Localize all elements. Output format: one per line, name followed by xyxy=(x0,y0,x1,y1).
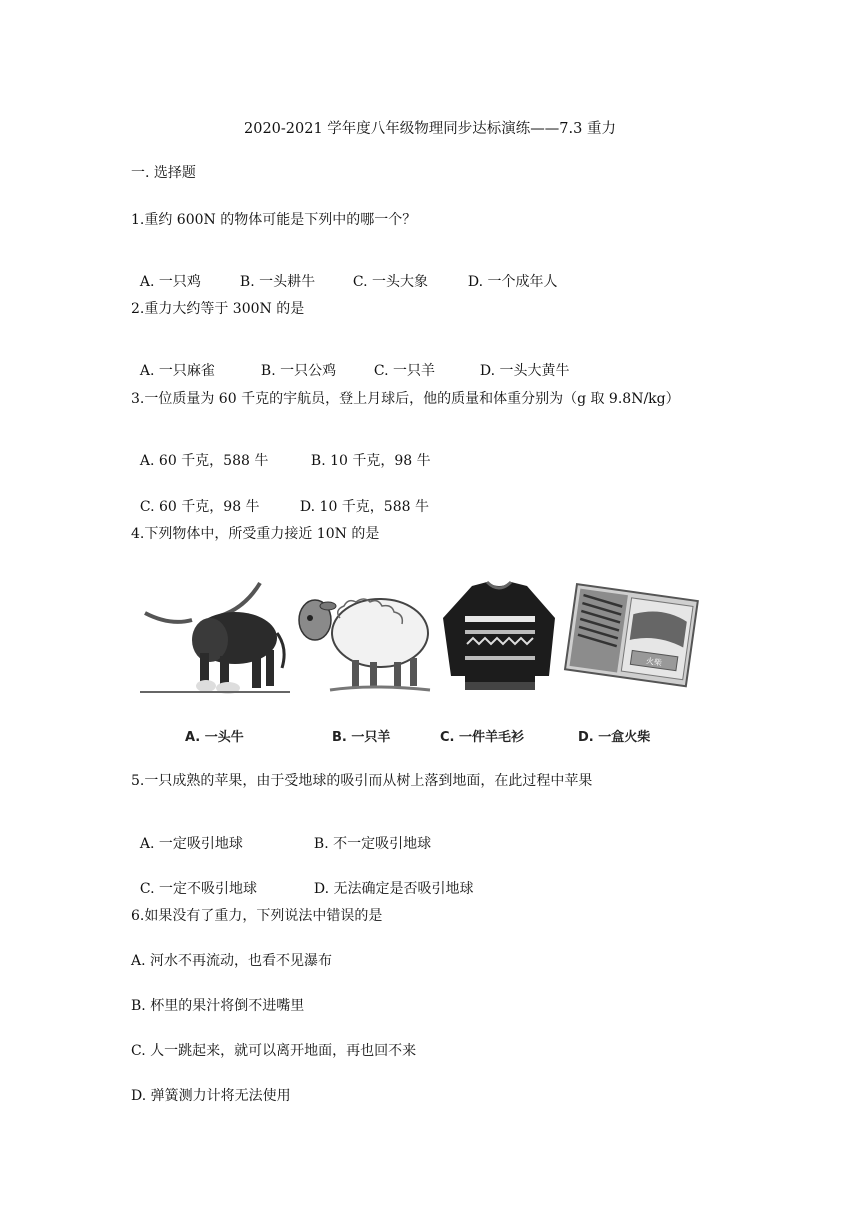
option-c: C. 一定不吸引地球 xyxy=(139,881,258,897)
caption-c: C. 一件羊毛衫 xyxy=(440,730,525,745)
caption-d: D. 一盒火柴 xyxy=(578,730,651,745)
option-b: B. 不一定吸引地球 xyxy=(313,836,432,852)
question-6-option-b: B. 杯里的果汁将倒不进嘴里 xyxy=(131,998,305,1014)
question-1-stem: 1.重约 600N 的物体可能是下列中的哪一个？ xyxy=(131,212,417,228)
matchbox-label: 火柴 xyxy=(645,656,663,668)
question-5-options-row-1 xyxy=(131,817,431,853)
option-a: A. 一定吸引地球 xyxy=(139,836,243,852)
question-5-stem: 5.一只成熟的苹果，由于受地球的吸引而从树上落到地面，在此过程中苹果 xyxy=(131,773,593,789)
caption-b: B. 一只羊 xyxy=(332,730,391,745)
sheep-image xyxy=(290,578,435,698)
question-2-options xyxy=(131,344,570,380)
page-title: 2020-2021 学年度八年级物理同步达标演练——7.3 重力 xyxy=(244,121,616,137)
question-6-option-d: D. 弹簧测力计将无法使用 xyxy=(131,1088,291,1104)
option-c: C. 一头大象 xyxy=(352,274,429,290)
option-d: D. 一头大黄牛 xyxy=(479,363,570,379)
bull-image xyxy=(140,578,290,698)
question-6-stem: 6.如果没有了重力，下列说法中错误的是 xyxy=(131,908,383,924)
option-d: D. 一个成年人 xyxy=(467,274,558,290)
option-c: C. 60 千克，98 牛 xyxy=(139,499,260,515)
matchbox-image xyxy=(558,578,703,698)
option-b: B. 一只公鸡 xyxy=(260,363,337,379)
option-d: D. 无法确定是否吸引地球 xyxy=(313,881,474,897)
question-4-stem: 4.下列物体中，所受重力接近 10N 的是 xyxy=(131,526,380,542)
sweater-image xyxy=(437,578,562,698)
question-6-option-c: C. 人一跳起来，就可以离开地面，再也回不来 xyxy=(131,1043,417,1059)
option-c: C. 一只羊 xyxy=(373,363,436,379)
option-a: A. 一只鸡 xyxy=(139,274,201,290)
option-a: A. 60 千克，588 牛 xyxy=(139,453,269,469)
question-5-options-row-2 xyxy=(131,862,474,898)
question-2-stem: 2.重力大约等于 300N 的是 xyxy=(131,301,305,317)
question-4-figure xyxy=(140,578,705,748)
option-d: D. 10 千克，588 牛 xyxy=(299,499,429,515)
question-1-options xyxy=(131,255,558,291)
section-heading: 一. 选择题 xyxy=(131,165,196,181)
caption-a: A. 一头牛 xyxy=(185,730,244,745)
option-b: B. 10 千克，98 牛 xyxy=(310,453,431,469)
question-6-option-a: A. 河水不再流动，也看不见瀑布 xyxy=(131,953,333,969)
option-a: A. 一只麻雀 xyxy=(139,363,215,379)
question-3-options-row-2 xyxy=(131,480,429,516)
question-3-stem: 3.一位质量为 60 千克的宇航员，登上月球后，他的质量和体重分别为（g 取 9.8N/kg） xyxy=(131,391,680,407)
option-b: B. 一头耕牛 xyxy=(239,274,316,290)
question-3-options-row-1 xyxy=(131,434,431,470)
